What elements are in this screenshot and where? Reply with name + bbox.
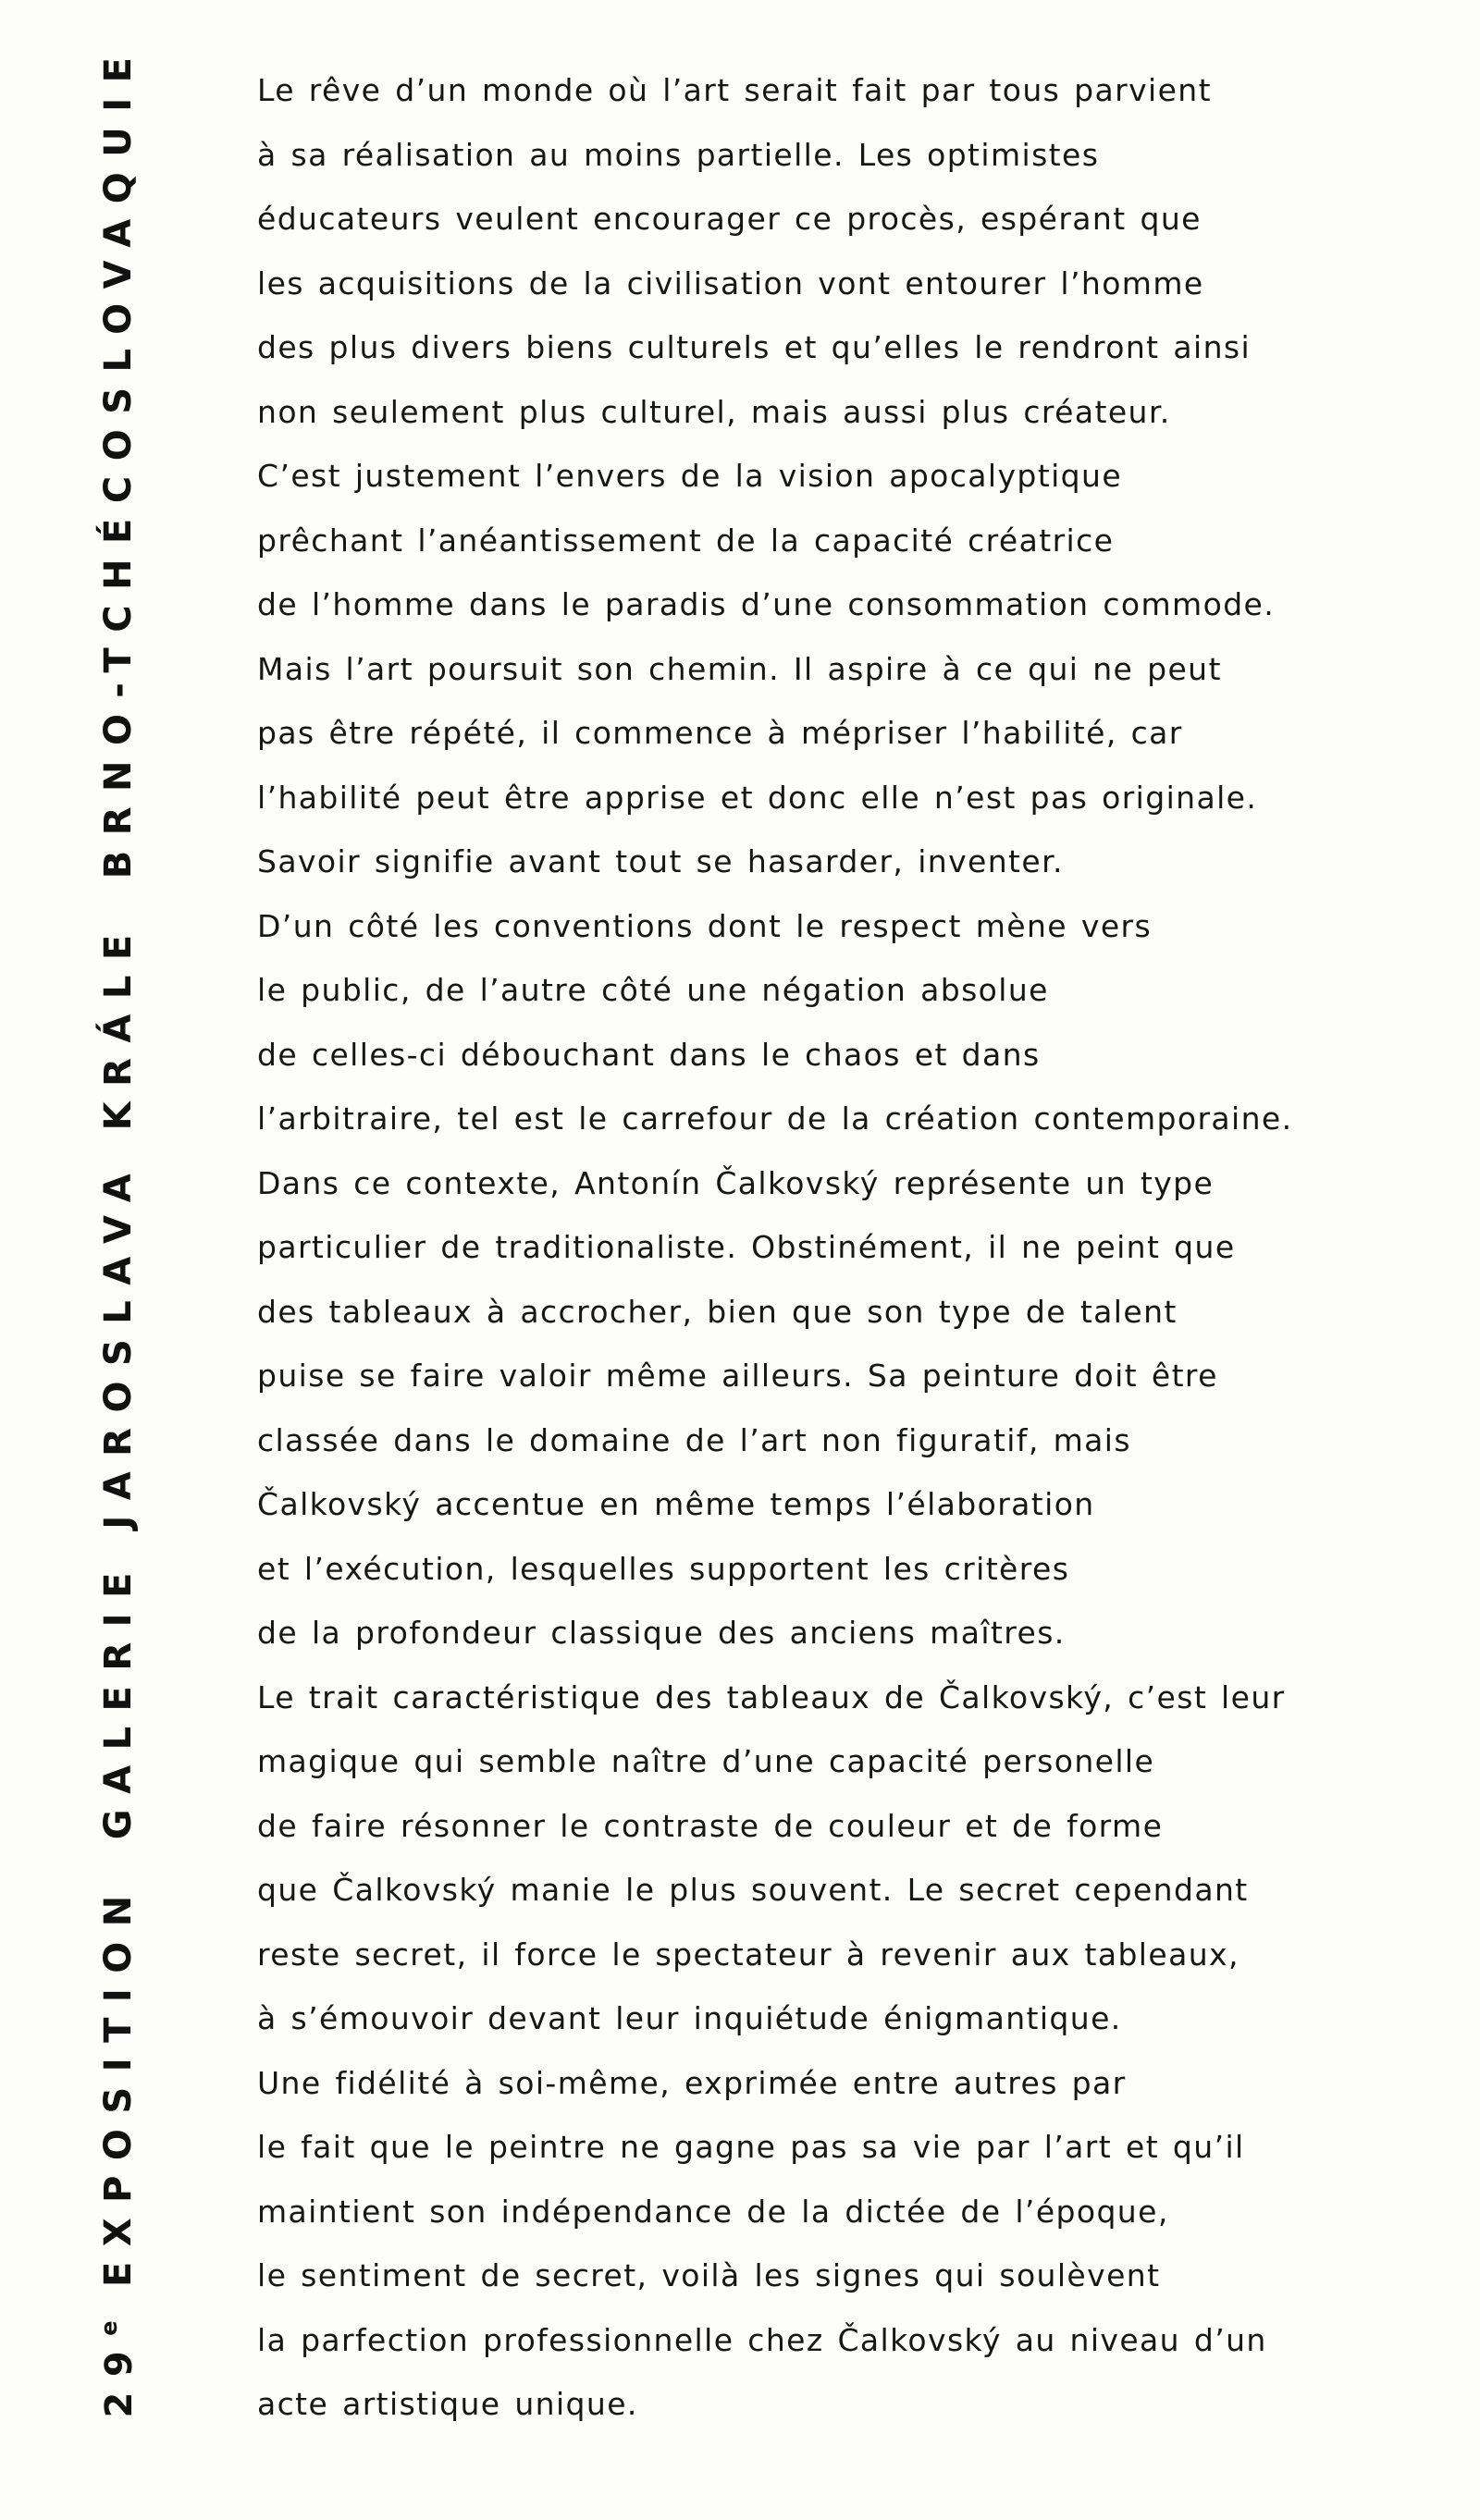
text-line: Le rêve d’un monde où l’art serait fait par tous parvient	[257, 72, 1212, 108]
text-line: pas être répété, il commence à mépriser l’habilité, car	[257, 715, 1183, 751]
text-line: C’est justement l’envers de la vision apocalyptique	[257, 458, 1123, 494]
text-line: magique qui semble naître d’une capacité personelle	[257, 1743, 1155, 1779]
text-line: D’un côté les conventions dont le respect mène vers	[257, 907, 1153, 944]
text-line: prêchant l’anéantissement de la capacité créatrice	[257, 522, 1115, 559]
text-line: particulier de traditionaliste. Obstinément, il ne peint que	[257, 1229, 1236, 1265]
text-line: la parfection professionnelle chez Čalkovský au niveau d’un	[257, 2321, 1267, 2358]
text-line: reste secret, il force le spectateur à revenir aux tableaux,	[257, 1936, 1240, 1973]
text-line: les acquisitions de la civilisation vont entourer l’homme	[257, 264, 1204, 301]
gallery-name: GALERIE JAROSLAVA KRÁLE	[97, 919, 140, 1840]
text-line: à sa réalisation au moins partielle. Les optimistes	[257, 136, 1100, 173]
location-name: BRNO-TCHÉCOSLOVAQUIE	[97, 42, 140, 879]
text-line: Mais l’art poursuit son chemin. Il aspire à ce qui ne peut	[257, 650, 1222, 687]
text-line: de la profondeur classique des anciens maîtres.	[257, 1615, 1066, 1651]
text-line: et l’exécution, lesquelles supportent les critères	[257, 1550, 1070, 1587]
text-line: de l’homme dans le paradis d’une consommation commode.	[257, 586, 1276, 622]
text-line: Čalkovský accentue en même temps l’élaboration	[257, 1486, 1095, 1522]
text-line: puise se faire valoir même ailleurs. Sa peinture doit être	[257, 1358, 1218, 1394]
text-line: éducateurs veulent encourager ce procès, espérant que	[257, 201, 1202, 237]
text-line: maintient son indépendance de la dictée de l’époque,	[257, 2193, 1169, 2230]
body-text	[257, 58, 1404, 2437]
text-line: de faire résonner le contraste de couleur et de forme	[257, 1807, 1164, 1844]
text-line: classée dans le domaine de l’art non figuratif, mais	[257, 1421, 1131, 1458]
text-line: l’arbitraire, tel est le carrefour de la création contemporaine.	[257, 1100, 1293, 1137]
text-line: des tableaux à accrocher, bien que son type de talent	[257, 1293, 1178, 1330]
vertical-exhibition-title	[91, 42, 146, 2418]
text-line: à s’émouvoir devant leur inquiétude énigmantique.	[257, 2000, 1122, 2036]
text-line: des plus divers biens culturels et qu’elles le rendront ainsi	[257, 329, 1252, 365]
text-line: le public, de l’autre côté une négation absolue	[257, 972, 1049, 1008]
text-line: acte artistique unique.	[257, 2386, 638, 2422]
text-line: l’habilité peut être apprise et donc elle n’est pas originale.	[257, 779, 1258, 816]
exposition-number: 29e	[96, 2315, 141, 2418]
text-line: Le trait caractéristique des tableaux de Čalkovský, c’est leur	[257, 1678, 1286, 1715]
text-line: Dans ce contexte, Antonín Čalkovský représente un type	[257, 1164, 1215, 1201]
text-line: de celles-ci débouchant dans le chaos et dans	[257, 1036, 1041, 1073]
text-line: que Čalkovský manie le plus souvent. Le secret cependant	[257, 1872, 1249, 1908]
text-line: le sentiment de secret, voilà les signes qui soulèvent	[257, 2257, 1161, 2293]
text-line: Savoir signifie avant tout se hasarder, inventer.	[257, 843, 1064, 879]
text-line: non seulement plus culturel, mais aussi plus créateur.	[257, 393, 1171, 430]
text-line: le fait que le peintre ne gagne pas sa vie par l’art et qu’il	[257, 2129, 1245, 2165]
text-line: Une fidélité à soi-même, exprimée entre autres par	[257, 2064, 1127, 2101]
exposition-label: EXPOSITION	[97, 1880, 140, 2288]
